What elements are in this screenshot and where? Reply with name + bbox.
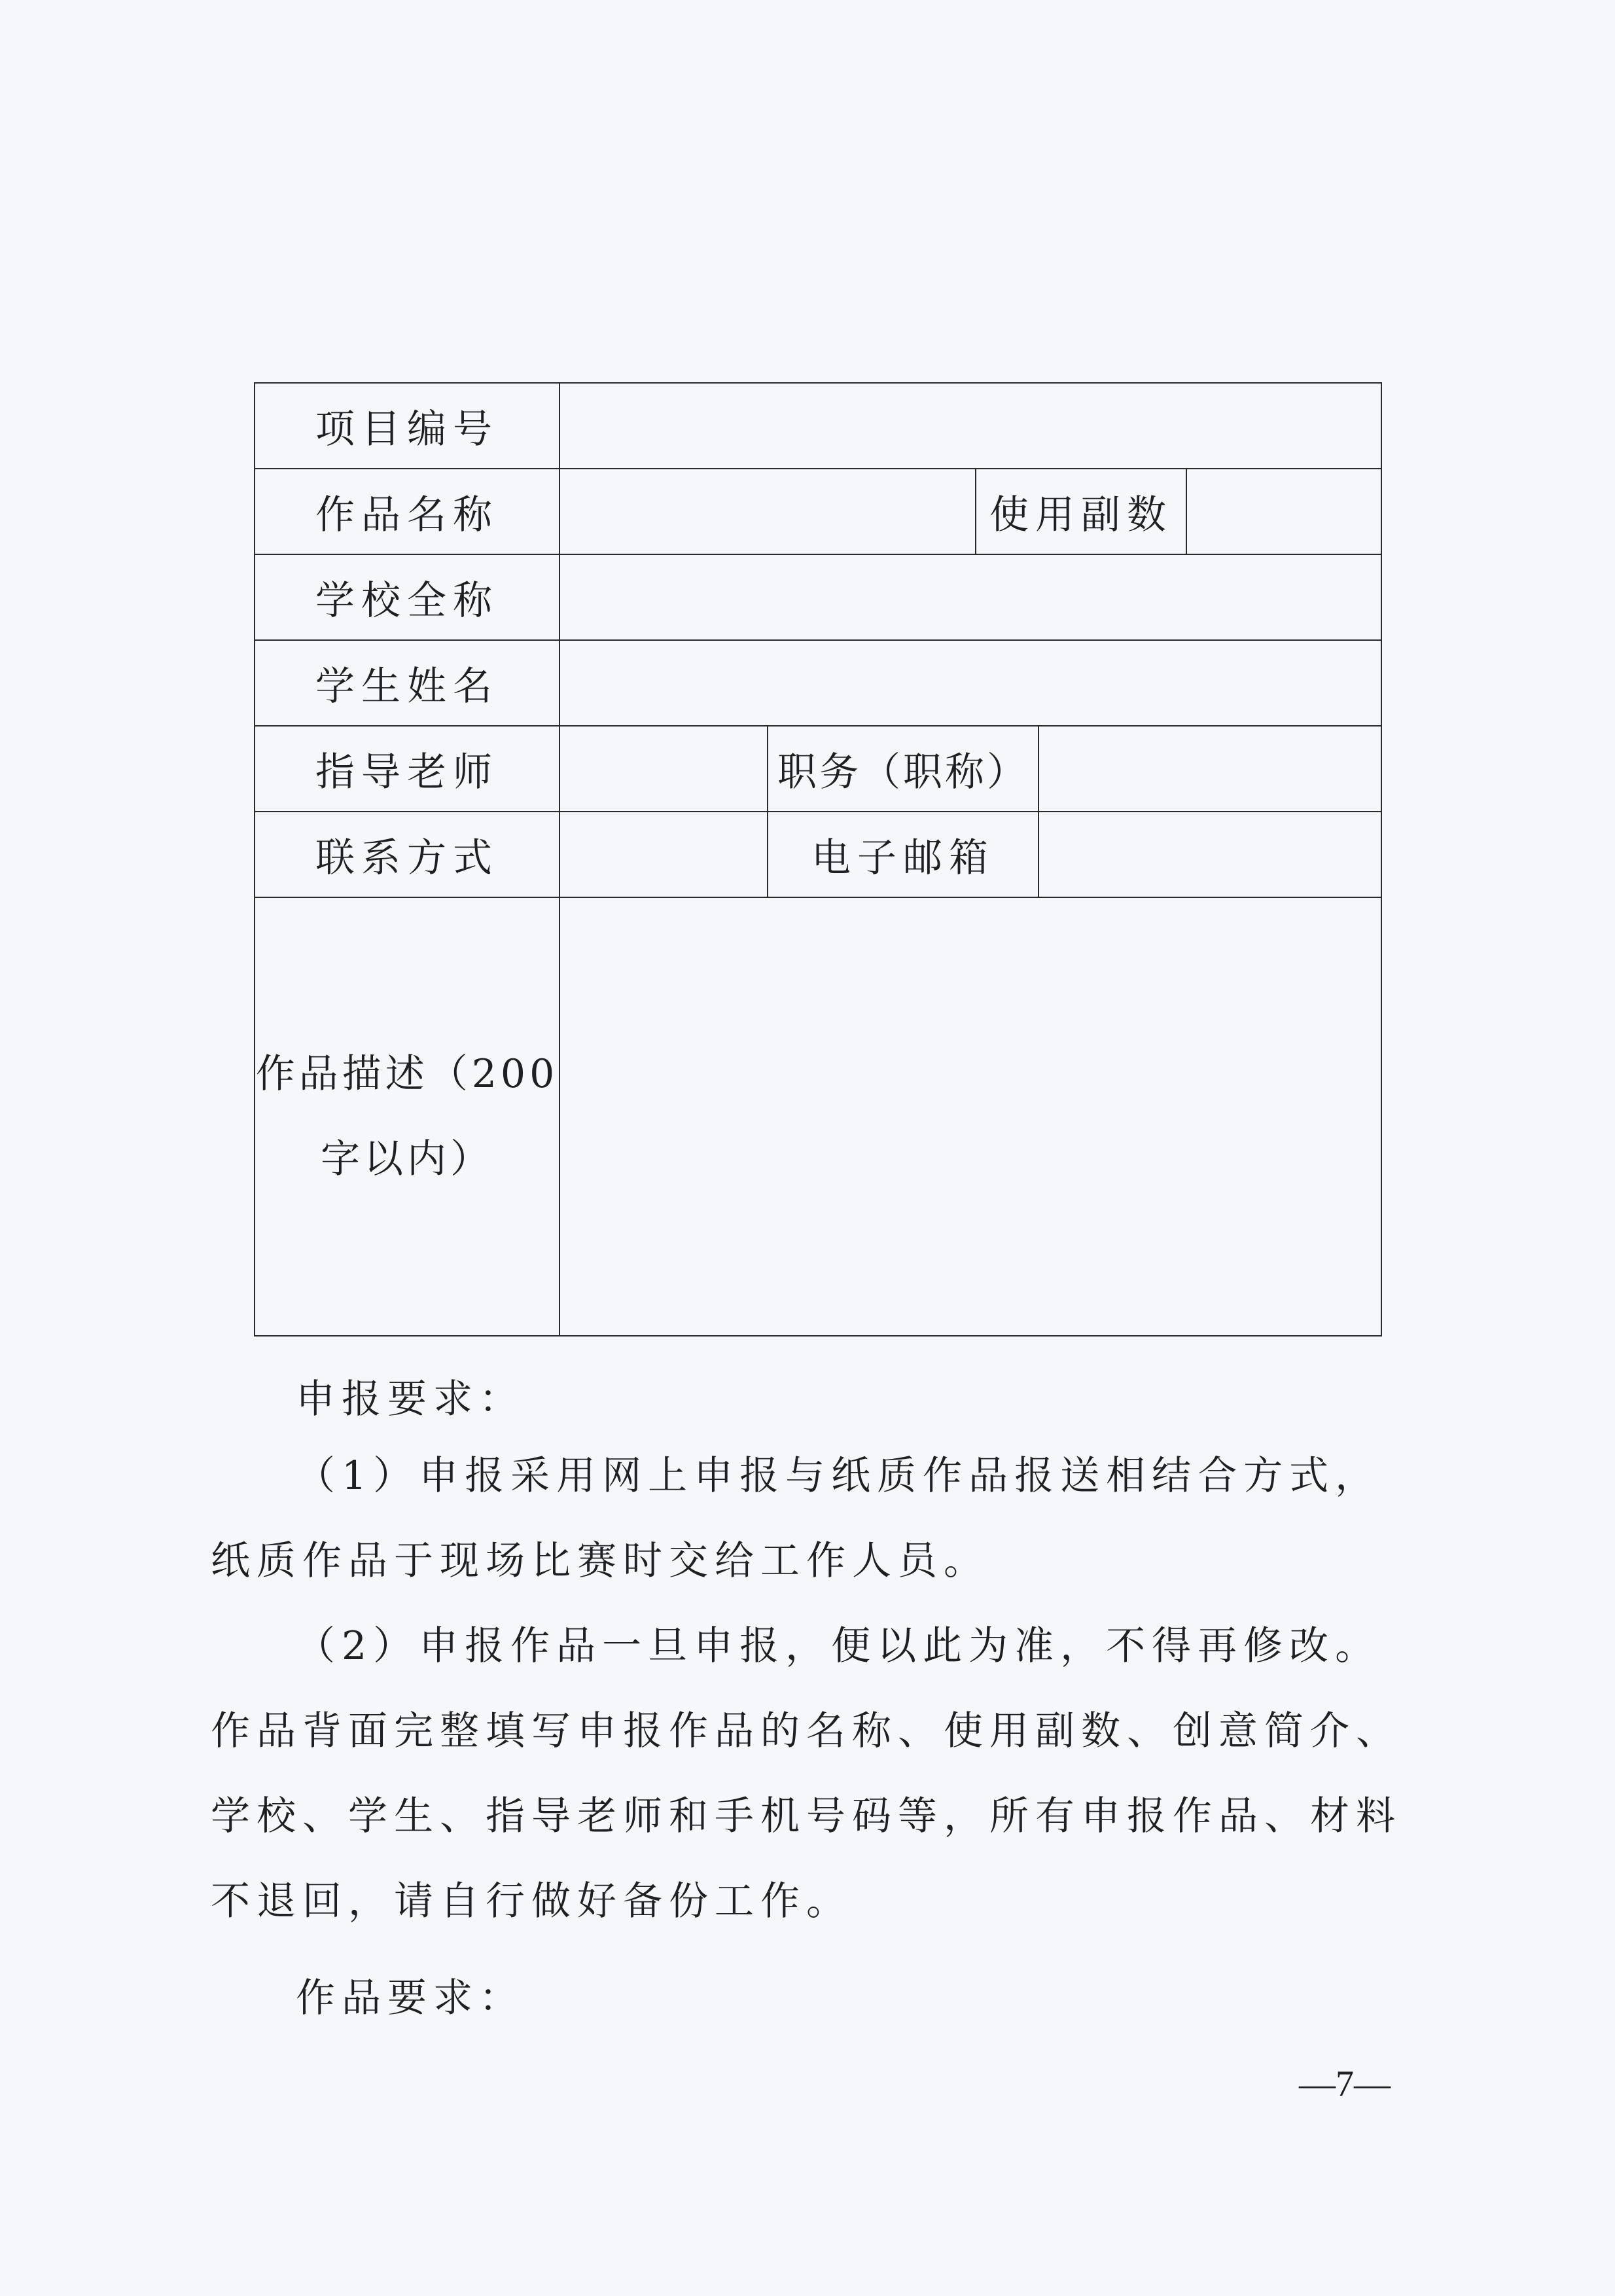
- email-field[interactable]: [1038, 812, 1381, 897]
- description-label: [255, 897, 559, 1336]
- project-number-label: 项目编号: [255, 383, 559, 469]
- description-label-line2: 字以内）: [321, 1136, 493, 1182]
- page-number: —7—: [1299, 2064, 1391, 2104]
- application-form-table: [254, 382, 1382, 1336]
- description-field[interactable]: [559, 897, 1381, 1336]
- copies-used-field[interactable]: [1186, 469, 1381, 554]
- row-school-full-name: [255, 554, 1381, 640]
- position-title-field[interactable]: [1038, 726, 1381, 812]
- description-label-line1: 作品描述（200: [255, 1051, 559, 1097]
- advisor-label: 指导老师: [255, 726, 559, 812]
- student-name-label: 学生姓名: [255, 640, 559, 726]
- advisor-field[interactable]: [559, 726, 768, 812]
- copies-used-label: 使用副数: [976, 469, 1186, 554]
- row-contact: [255, 812, 1381, 897]
- work-name-field[interactable]: [559, 469, 976, 554]
- position-title-label: 职务（职称）: [768, 726, 1038, 812]
- row-advisor: [255, 726, 1381, 812]
- requirement-item-1: （1）申报采用网上申报与纸质作品报送相结合方式，纸质作品于现场比赛时交给工作人员。: [211, 1453, 1381, 1584]
- contact-field[interactable]: [559, 812, 768, 897]
- email-label: 电子邮箱: [768, 812, 1038, 897]
- work-requirements-heading: 作品要求：: [296, 1975, 525, 2021]
- student-name-field[interactable]: [559, 640, 1381, 726]
- row-work-name: [255, 469, 1381, 554]
- contact-label: 联系方式: [255, 812, 559, 897]
- row-description: [255, 897, 1381, 1336]
- application-requirements-heading: 申报要求：: [296, 1376, 525, 1422]
- row-project-number: [255, 383, 1381, 469]
- project-number-field[interactable]: [559, 383, 1381, 469]
- work-name-label: 作品名称: [255, 469, 559, 554]
- school-full-name-label: 学校全称: [255, 554, 559, 640]
- school-full-name-field[interactable]: [559, 554, 1381, 640]
- row-student-name: [255, 640, 1381, 726]
- requirement-item-2: （2）申报作品一旦申报，便以此为准，不得再修改。作品背面完整填写申报作品的名称、使用副数、创意简介、学校、学生、指导老师和手机号码等，所有申报作品、材料不退回，请自行做好备份工作。: [211, 1623, 1402, 1924]
